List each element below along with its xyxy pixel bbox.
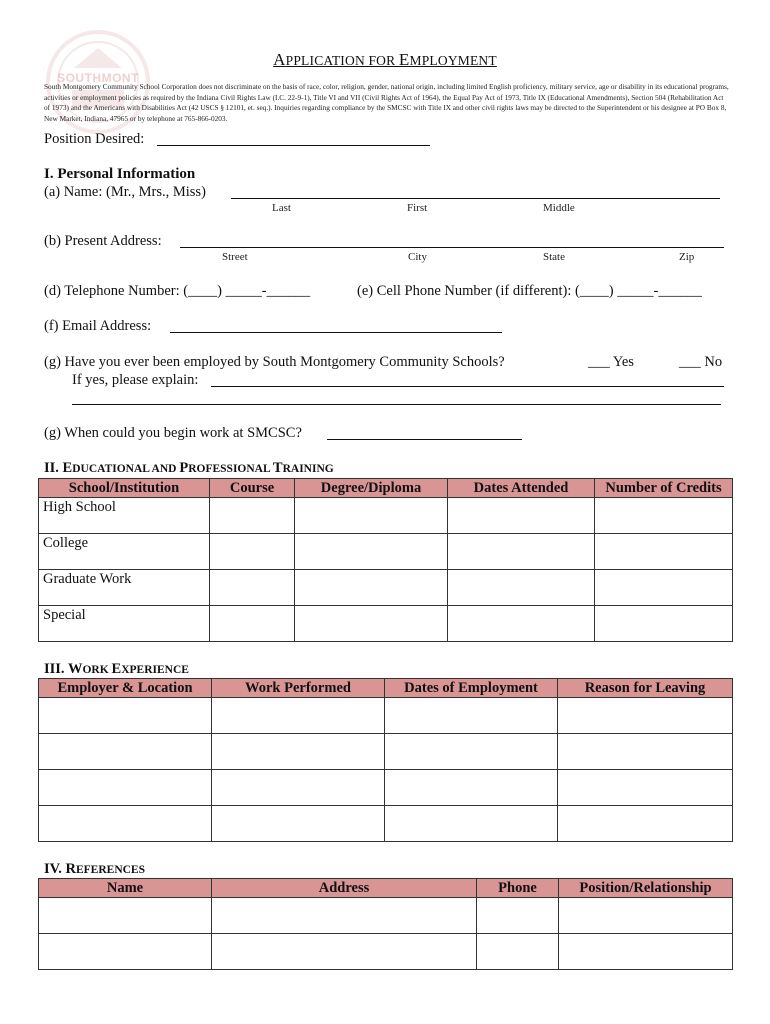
table-cell[interactable] [477, 934, 559, 970]
table-cell[interactable] [295, 570, 448, 606]
table-cell[interactable] [295, 606, 448, 642]
column-header: School/Institution [39, 479, 210, 498]
table-cell[interactable] [210, 534, 295, 570]
table-cell[interactable] [385, 698, 558, 734]
table-cell[interactable] [385, 734, 558, 770]
table-cell[interactable] [477, 898, 559, 934]
table-cell[interactable] [448, 570, 595, 606]
name-sub-middle: Middle [543, 202, 575, 214]
table-cell[interactable] [295, 534, 448, 570]
position-desired-field[interactable] [157, 145, 430, 146]
table-cell[interactable] [385, 806, 558, 842]
explain-label: If yes, please explain: [72, 372, 199, 388]
table-header-row [39, 879, 733, 898]
address-sub-state: State [543, 251, 565, 263]
table-cell[interactable] [210, 606, 295, 642]
table-cell[interactable] [212, 806, 385, 842]
column-header: Name [39, 879, 212, 898]
table-cell[interactable] [448, 534, 595, 570]
section-personal-heading: I. Personal Information [44, 166, 196, 182]
address-sub-city: City [408, 251, 427, 263]
column-header: Position/Relationship [559, 879, 733, 898]
table-cell[interactable] [558, 806, 733, 842]
table-row [39, 806, 733, 842]
work-experience-table [38, 678, 733, 842]
name-label: (a) Name: (Mr., Mrs., Miss) [44, 184, 206, 200]
table-row [39, 934, 733, 970]
table-header-row [39, 679, 733, 698]
employed-yes-option[interactable]: ___ Yes [588, 354, 634, 370]
table-cell[interactable] [595, 606, 733, 642]
table-row [39, 898, 733, 934]
column-header: Dates of Employment [385, 679, 558, 698]
table-row [39, 698, 733, 734]
column-header: Work Performed [212, 679, 385, 698]
section-references-heading: IV. REFERENCES [44, 861, 146, 877]
table-row [39, 570, 733, 606]
begin-work-label: (g) When could you begin work at SMCSC? [44, 425, 302, 441]
nondiscrimination-notice: South Montgomery Community School Corporation does not discriminate on the basis of race, color, religion, gender, national origin, including limited English proficiency, military service, age or disability in its educational programs, activities or employment policies as required by the Indiana Civil Rights Law (I.C. 22-9-1), Title VI and VII (Civil Rights Act of 1964), the Equal Pay Act of 1973, Title IX (Educational Amendments), Section 504 (Rehabilitation Act of 1973) and the Americans with Disabilities Act (42 USCS § 12101, et. seq.). Inquiries regarding compliance by the SMCSC with Title IX and other civil rights laws may be directed to the Superintendent or his designee at PO Box 8, New Market, Indiana, 47965 or by telephone at 765-866-0203. [44, 82, 729, 123]
table-cell[interactable] [39, 698, 212, 734]
employed-before-question: (g) Have you ever been employed by South Montgomery Community Schools? [44, 354, 505, 370]
address-sub-zip: Zip [679, 251, 695, 263]
column-header: Employer & Location [39, 679, 212, 698]
row-label: Graduate Work [39, 570, 210, 606]
table-header-row [39, 479, 733, 498]
table-cell[interactable] [595, 534, 733, 570]
table-row [39, 534, 733, 570]
table-cell[interactable] [212, 734, 385, 770]
address-field[interactable] [180, 247, 724, 248]
table-cell[interactable] [210, 570, 295, 606]
table-cell[interactable] [212, 898, 477, 934]
explain-field[interactable] [211, 386, 724, 387]
column-header: Reason for Leaving [558, 679, 733, 698]
table-cell[interactable] [39, 898, 212, 934]
table-cell[interactable] [448, 606, 595, 642]
email-label: (f) Email Address: [44, 318, 152, 334]
table-cell[interactable] [39, 806, 212, 842]
email-field[interactable] [170, 332, 502, 333]
references-table [38, 878, 733, 970]
table-row [39, 606, 733, 642]
section-education-heading: II. EDUCATIONAL AND PROFESSIONAL TRAINING [44, 460, 334, 476]
name-sub-last: Last [272, 202, 291, 214]
section-work-heading: III. WORK EXPERIENCE [44, 661, 189, 677]
address-sub-street: Street [222, 251, 248, 263]
name-sub-first: First [407, 202, 428, 214]
table-cell[interactable] [210, 498, 295, 534]
table-cell[interactable] [595, 498, 733, 534]
page-title: APPLICATION FOR EMPLOYMENT [273, 50, 497, 69]
table-cell[interactable] [448, 498, 595, 534]
column-header: Phone [477, 879, 559, 898]
explain-field-line2[interactable] [72, 404, 721, 405]
table-cell[interactable] [212, 698, 385, 734]
begin-work-field[interactable] [327, 439, 522, 440]
telephone-field[interactable]: (d) Telephone Number: (____) _____-______ [44, 283, 311, 299]
table-cell[interactable] [295, 498, 448, 534]
table-cell[interactable] [559, 898, 733, 934]
table-cell[interactable] [558, 698, 733, 734]
table-row [39, 734, 733, 770]
table-cell[interactable] [385, 770, 558, 806]
name-field[interactable] [231, 198, 720, 199]
table-cell[interactable] [212, 934, 477, 970]
table-cell[interactable] [39, 770, 212, 806]
row-label: College [39, 534, 210, 570]
table-cell[interactable] [558, 734, 733, 770]
address-label: (b) Present Address: [44, 233, 162, 249]
position-desired-label: Position Desired: [44, 131, 145, 147]
table-cell[interactable] [39, 734, 212, 770]
table-cell[interactable] [558, 770, 733, 806]
column-header: Degree/Diploma [295, 479, 448, 498]
column-header: Course [210, 479, 295, 498]
column-header: Dates Attended [448, 479, 595, 498]
row-label: Special [39, 606, 210, 642]
table-cell[interactable] [39, 934, 212, 970]
logo-wordmark: SOUTHMONT [57, 71, 139, 85]
cell-phone-field[interactable]: (e) Cell Phone Number (if different): (____) _____-______ [357, 283, 702, 299]
employed-no-option[interactable]: ___ No [679, 354, 723, 370]
column-header: Number of Credits [595, 479, 733, 498]
row-label: High School [39, 498, 210, 534]
education-table [38, 478, 733, 642]
table-cell[interactable] [212, 770, 385, 806]
table-row [39, 498, 733, 534]
table-cell[interactable] [595, 570, 733, 606]
column-header: Address [212, 879, 477, 898]
table-row [39, 770, 733, 806]
table-cell[interactable] [559, 934, 733, 970]
